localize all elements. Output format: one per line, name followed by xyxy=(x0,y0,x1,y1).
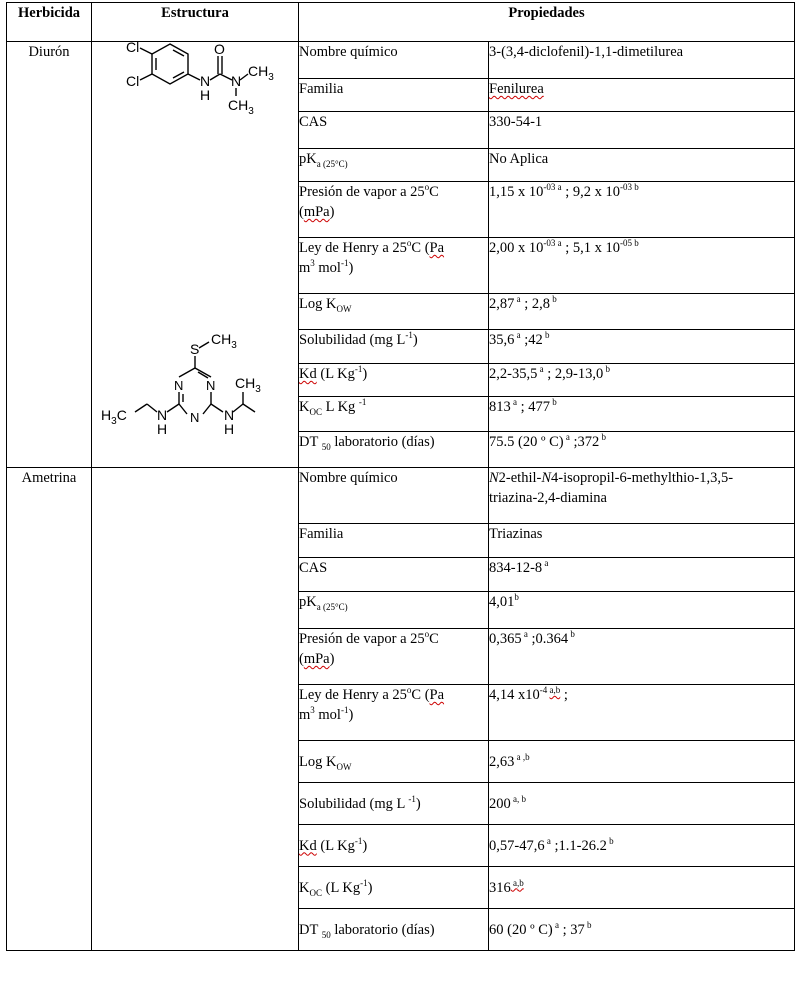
prop-label xyxy=(299,909,489,951)
label-main: K xyxy=(299,399,310,415)
prop-value xyxy=(489,294,795,330)
value-sup: a,b xyxy=(510,877,524,888)
herbicide-properties-table xyxy=(6,2,795,951)
ametrina-atom-ch3-top: $CH_3$ xyxy=(211,331,237,351)
ametrina-atom-n-c: N xyxy=(190,410,200,425)
label-part: ) xyxy=(362,837,368,854)
header-herbicide: Herbicida xyxy=(7,3,92,42)
label-part: ) xyxy=(412,332,418,348)
label-sub: OC xyxy=(309,887,322,898)
label-part: ) xyxy=(362,366,368,382)
value-part: 75.5 (20 º C) xyxy=(489,434,564,450)
ametrina-atom-n-right: N xyxy=(224,407,235,423)
prop-value xyxy=(489,79,795,112)
value-sup: a xyxy=(514,330,521,341)
label-part: Ley de Henry a 25 xyxy=(299,687,407,703)
value-part: 60 (20 º C) xyxy=(489,921,553,938)
label-part: Solubilidad (mg L xyxy=(299,332,406,348)
value-sup: a xyxy=(552,919,559,930)
value-sup: a ,b xyxy=(514,751,530,762)
value-part: 0,57-47,6 xyxy=(489,837,545,854)
ametrina-atom-h3c: $H_3C$ xyxy=(101,407,127,427)
diuron-atom-cl1: Cl xyxy=(126,39,140,55)
label-sup: -1 xyxy=(358,397,367,408)
value-sup: b xyxy=(550,397,557,408)
value-sup: a xyxy=(514,294,521,305)
prop-label xyxy=(299,294,489,330)
label-sup: -1 xyxy=(354,835,363,846)
value-sup: -05 b xyxy=(620,238,639,249)
label-part: Presión de vapor a 25 xyxy=(299,184,425,200)
label-sup: -1 xyxy=(340,705,349,716)
label-part: mPa xyxy=(303,204,330,220)
ametrina-structure-cell xyxy=(92,331,299,951)
value-part: 2,2-35,5 xyxy=(489,366,538,382)
prop-label xyxy=(299,867,489,909)
prop-value xyxy=(489,432,795,468)
value-part: 0,365 xyxy=(489,631,522,647)
prop-value xyxy=(489,867,795,909)
ametrina-atom-s: S xyxy=(190,341,200,357)
label-part: ) xyxy=(329,651,335,667)
value-part: ;372 xyxy=(569,434,600,450)
label-main: pK xyxy=(299,594,317,610)
diuron-structure-image xyxy=(100,14,290,134)
prop-label xyxy=(299,182,489,238)
prop-value xyxy=(489,783,795,825)
diuron-atom-ch3b: $CH_3$ xyxy=(228,97,254,117)
label-sup: o xyxy=(424,629,430,640)
value-sup: -4 xyxy=(539,685,550,696)
label-sup: 3 xyxy=(310,705,315,716)
label-main: Log K xyxy=(299,296,337,312)
prop-value xyxy=(489,397,795,432)
value-part: 4,14 x10 xyxy=(489,687,540,703)
prop-value xyxy=(489,592,795,629)
prop-value xyxy=(489,629,795,685)
label-main: pK xyxy=(299,151,317,167)
prop-value xyxy=(489,364,795,397)
prop-value-text: Fenilurea xyxy=(489,81,544,97)
prop-label: Nombre químico xyxy=(299,42,489,79)
value-part: triazina-2,4-diamina xyxy=(489,490,607,506)
value-part: 834-12-8 xyxy=(489,560,543,576)
value-part: ;0.364 xyxy=(527,631,569,647)
label-sup: -1 xyxy=(405,330,413,341)
prop-value xyxy=(489,182,795,238)
label-sub: a (25°C) xyxy=(316,601,348,612)
prop-label: CAS xyxy=(299,112,489,149)
label-sup: o xyxy=(406,685,412,696)
label-sup: -1 xyxy=(340,258,349,269)
label-sup: o xyxy=(406,238,412,249)
value-italic: N xyxy=(541,470,552,486)
prop-value: 3-(3,4-diclofenil)-1,1-dimetilurea xyxy=(489,42,795,79)
label-part: ( xyxy=(299,204,304,220)
label-sup: 3 xyxy=(310,258,315,269)
label-part: mol xyxy=(314,260,341,276)
value-part: 813 xyxy=(489,399,511,415)
ametrina-atom-h-left: H xyxy=(157,421,168,437)
label-part: Presión de vapor a 25 xyxy=(299,631,425,647)
value-sup: a xyxy=(542,558,549,569)
label-part: ) xyxy=(348,260,354,276)
prop-label xyxy=(299,432,489,468)
label-sub: OC xyxy=(309,406,322,417)
prop-value xyxy=(489,685,795,741)
label-part: ) xyxy=(415,795,421,812)
ametrina-atom-n-b: N xyxy=(174,378,184,393)
value-sup: a xyxy=(563,432,570,443)
label-part: laboratorio (días) xyxy=(330,434,435,450)
value-part: 2,63 xyxy=(489,753,515,770)
value-sup: -03 a xyxy=(543,182,562,193)
label-part: m xyxy=(299,707,311,723)
value-part: ; 2,8 xyxy=(520,296,551,312)
label-main: Log K xyxy=(299,753,337,770)
value-part: ; 2,9-13,0 xyxy=(543,366,604,382)
label-part: mPa xyxy=(303,651,330,667)
value-sup: a xyxy=(544,835,551,846)
prop-value xyxy=(489,330,795,364)
value-part: 2,00 x 10 xyxy=(489,240,544,256)
label-sub: a (25°C) xyxy=(316,158,348,169)
value-part: ;42 xyxy=(520,332,543,348)
prop-value xyxy=(489,558,795,592)
ametrina-atom-n-a: N xyxy=(206,378,216,393)
label-part: (L Kg xyxy=(322,879,361,896)
label-main: K xyxy=(299,879,310,896)
diuron-row-1 xyxy=(7,42,795,79)
label-sub: 50 xyxy=(321,441,331,452)
label-sup: o xyxy=(424,182,430,193)
prop-value xyxy=(489,909,795,951)
diuron-atom-ch3a: $CH_3$ xyxy=(248,63,274,83)
herbicide-name-diuron: Diurón xyxy=(7,42,92,468)
prop-label: CAS xyxy=(299,558,489,592)
value-part: ; 477 xyxy=(517,399,551,415)
prop-value: 330-54-1 xyxy=(489,112,795,149)
value-part: 35,6 xyxy=(489,332,515,348)
prop-label xyxy=(299,741,489,783)
value-sup: -03 b xyxy=(620,182,639,193)
label-part: C xyxy=(429,631,439,647)
value-sup: b xyxy=(603,364,610,375)
prop-label xyxy=(299,825,489,867)
value-part: ; xyxy=(560,687,568,703)
label-part: Pa xyxy=(429,687,445,703)
label-sub: OW xyxy=(336,303,352,314)
ametrina-row-1 xyxy=(7,468,795,524)
value-sup: b xyxy=(568,629,575,640)
prop-label xyxy=(299,149,489,182)
value-sup: a xyxy=(510,397,517,408)
value-part: ; 9,2 x 10 xyxy=(561,184,621,200)
label-part: C ( xyxy=(411,240,430,256)
prop-label xyxy=(299,238,489,294)
label-part: Kd xyxy=(299,366,317,382)
diuron-atom-o: O xyxy=(214,41,225,57)
value-part: 200 xyxy=(489,795,511,812)
prop-label xyxy=(299,330,489,364)
prop-label xyxy=(299,783,489,825)
label-part: C xyxy=(429,184,439,200)
diuron-atom-cl2: Cl xyxy=(126,73,140,89)
label-part: mol xyxy=(314,707,341,723)
label-part: Pa xyxy=(429,240,445,256)
value-sup: b xyxy=(599,432,606,443)
label-part: ) xyxy=(367,879,373,896)
label-part: ) xyxy=(348,707,354,723)
label-part: ) xyxy=(329,204,335,220)
value-sup: a xyxy=(521,629,528,640)
value-sup: b xyxy=(584,919,592,930)
ametrina-atom-ch3-right: $CH_3$ xyxy=(235,375,261,395)
value-sup: -03 a xyxy=(543,238,562,249)
value-italic: N xyxy=(489,470,499,486)
value-part: 4-isopropil-6-methylthio-1,3,5- xyxy=(551,470,734,486)
value-part: ; 37 xyxy=(558,921,585,938)
label-sup: -1 xyxy=(360,877,368,888)
label-part: Ley de Henry a 25 xyxy=(299,240,407,256)
diuron-atom-n2: N xyxy=(231,73,242,89)
prop-label xyxy=(299,629,489,685)
label-part: m xyxy=(299,260,311,276)
label-part: (L Kg xyxy=(316,837,355,854)
value-part: 2,87 xyxy=(489,296,515,312)
value-sup: b xyxy=(606,835,614,846)
value-part: 1,15 x 10 xyxy=(489,184,544,200)
label-sub: 50 xyxy=(321,929,331,940)
prop-value xyxy=(489,825,795,867)
label-sup: -1 xyxy=(408,793,416,804)
prop-value: No Aplica xyxy=(489,149,795,182)
label-part: L Kg xyxy=(322,399,359,415)
label-part: (L Kg xyxy=(316,366,355,382)
ametrina-structure-image xyxy=(95,328,295,468)
prop-value xyxy=(489,741,795,783)
label-part: DT xyxy=(299,434,322,450)
prop-value xyxy=(489,468,795,524)
label-part: DT xyxy=(299,921,322,938)
value-part: 2-ethil- xyxy=(498,470,542,486)
label-part: Kd xyxy=(299,837,317,854)
label-sup: -1 xyxy=(354,364,363,375)
value-sup: b xyxy=(514,592,519,603)
value-part: ; 5,1 x 10 xyxy=(561,240,621,256)
prop-label xyxy=(299,592,489,629)
prop-label: Familia xyxy=(299,524,489,558)
label-sub: OW xyxy=(336,761,352,772)
value-sup: a, b xyxy=(510,793,526,804)
header-properties: Propiedades xyxy=(299,3,795,42)
value-part: 4,01 xyxy=(489,594,515,610)
ametrina-atom-n-left: N xyxy=(157,407,168,423)
herbicide-name-ametrina: Ametrina xyxy=(7,468,92,951)
value-sup: b xyxy=(550,294,557,305)
prop-label xyxy=(299,397,489,432)
value-sup: a,b xyxy=(549,685,561,696)
prop-label xyxy=(299,364,489,397)
label-part: laboratorio (días) xyxy=(330,921,435,938)
prop-value: Triazinas xyxy=(489,524,795,558)
label-part: Solubilidad (mg L xyxy=(299,795,409,812)
value-sup: a xyxy=(537,364,544,375)
label-part: ( xyxy=(299,651,304,667)
label-part: C ( xyxy=(411,687,430,703)
header-structure: Estructura xyxy=(92,3,299,42)
diuron-atom-h: H xyxy=(200,87,211,103)
ametrina-atom-h-right: H xyxy=(224,421,235,437)
diuron-atom-n1: N xyxy=(200,73,211,89)
prop-value xyxy=(489,238,795,294)
prop-label xyxy=(299,685,489,741)
value-sup: b xyxy=(542,330,550,341)
prop-label: Nombre químico xyxy=(299,468,489,524)
value-part: 316 xyxy=(489,879,511,896)
prop-label: Familia xyxy=(299,79,489,112)
value-part: ;1.1-26.2 xyxy=(550,837,607,854)
